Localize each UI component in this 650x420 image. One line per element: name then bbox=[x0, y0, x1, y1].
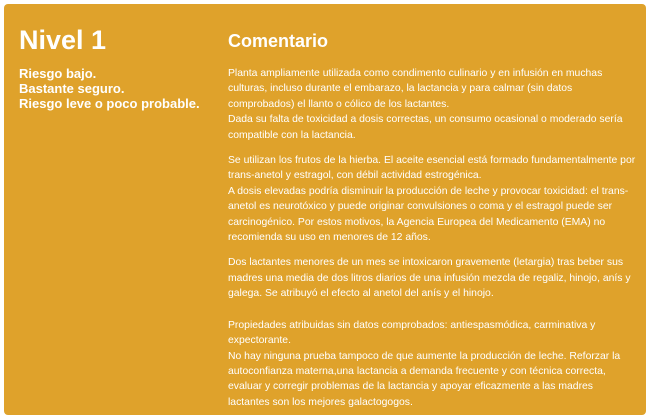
comment-paragraph bbox=[228, 255, 636, 301]
risk-line: Bastante seguro. bbox=[19, 81, 125, 96]
risk-level-card bbox=[4, 4, 646, 415]
comment-text: Propiedades atribuidas sin datos comprobados: antiespasmódica, carminativa y expectorante. bbox=[228, 319, 596, 347]
comment-text: No hay ninguna prueba tampoco de que aumente la producción de leche. Reforzar la autoconfianza materna,una lactancia a demanda frecuente y con técnica correcta, evaluar y corregir problemas de la lactancia y apoyar eficazmente a las madres lactantes son los mejores galactogogos. bbox=[228, 350, 621, 408]
risk-line: Riesgo bajo. bbox=[19, 66, 97, 81]
comment-text: A dosis elevadas podría disminuir la producción de leche y provocar toxicidad: el trans-anetol es neurotóxico y puede originar convulsiones o coma y el estragol puede ser carcinogénico. Por estos motivos, la Agencia Europea del Medicamento (EMA) no recomienda su uso en menores de 12 años. bbox=[228, 185, 629, 244]
comment-paragraph bbox=[228, 153, 636, 245]
comment-paragraph bbox=[228, 318, 636, 410]
comment-text: Dada su falta de toxicidad a dosis correctas, un consumo ocasional o moderado sería compatible con la lactancia. bbox=[228, 114, 623, 141]
risk-line: Riesgo leve o poco probable. bbox=[19, 96, 200, 111]
comment-paragraph bbox=[228, 66, 636, 143]
comment-text: Dos lactantes menores de un mes se intoxicaron gravemente (letargia) tras beber sus madres una media de dos litros diarios de una infusión mezcla de regaliz, hinojo, anís y galega. Se atribuyó el efecto al anetol del anís y el hinojo. bbox=[228, 257, 631, 300]
comment-text: Se utilizan los frutos de la hierba. El aceite esencial está formado fundamentalmente por trans-anetol y estragol, con débil actividad estrogénica. bbox=[228, 155, 636, 182]
risk-description bbox=[19, 66, 219, 111]
comment-text: Planta ampliamente utilizada como condimento culinario y en infusión en muchas culturas, incluso durante el embarazo, la lactancia y para calmar (sin datos comprobados) el llanto o cólico de los lactantes. bbox=[228, 68, 603, 110]
risk-level-title: Nivel 1 bbox=[19, 25, 107, 55]
comment-panel bbox=[228, 30, 636, 420]
comment-title: Comentario bbox=[228, 31, 329, 51]
risk-summary-panel bbox=[19, 24, 219, 111]
